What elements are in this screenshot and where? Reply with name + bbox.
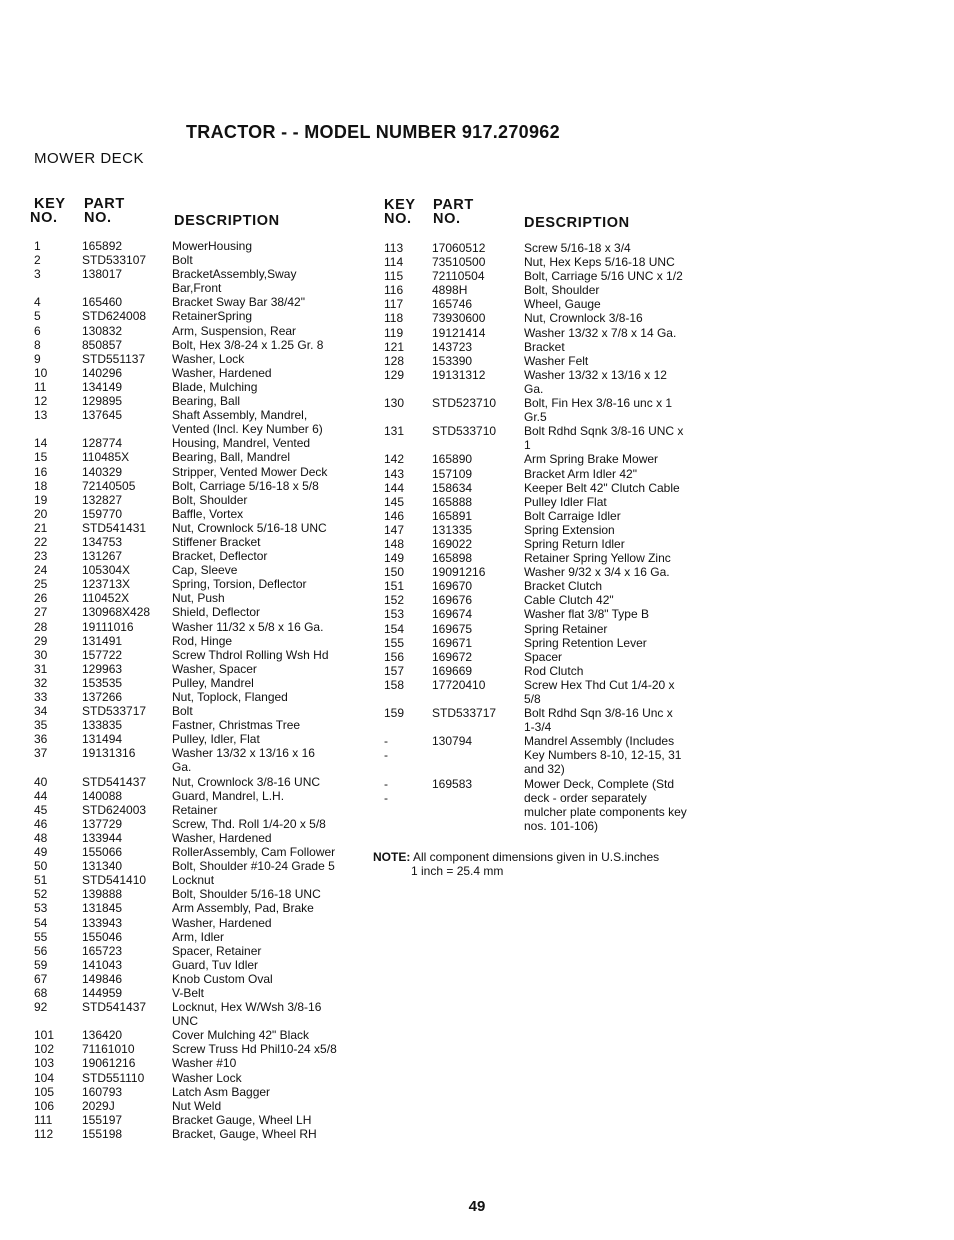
part-number: 165460 <box>82 295 123 310</box>
key-number: 55 <box>34 929 48 944</box>
key-number: 49 <box>34 845 48 860</box>
key-number: 4 <box>34 295 41 310</box>
part-description: Bolt Rdhd Sqn 3/8-16 Unc x 1-3/4 <box>524 706 673 735</box>
key-number: 9 <box>34 351 41 366</box>
key-number: 44 <box>34 788 48 803</box>
description-header: DESCRIPTION <box>174 213 280 229</box>
key-number: 102 <box>34 1042 55 1057</box>
part-number: 72140505 <box>82 478 136 493</box>
part-number: STD624003 <box>82 802 147 817</box>
key-number: 34 <box>34 704 48 719</box>
part-description: Bolt, Hex 3/8-24 x 1.25 Gr. 8 <box>172 337 324 352</box>
key-number: 142 <box>384 452 405 467</box>
part-number: 165891 <box>432 508 473 523</box>
part-number: 73510500 <box>432 255 486 270</box>
part-description: Washer 11/32 x 5/8 x 16 Ga. <box>172 619 324 634</box>
key-number: 111 <box>34 1112 53 1127</box>
part-number: 17060512 <box>432 241 486 255</box>
key-number: 54 <box>34 915 48 930</box>
key-number: 31 <box>34 661 48 676</box>
part-description: Washer 13/32 x 13/16 x 12 Ga. <box>524 367 667 396</box>
key-number: 22 <box>34 534 48 549</box>
dimension-note <box>373 850 713 878</box>
key-number: 154 <box>384 621 405 636</box>
key-number: 52 <box>34 887 48 902</box>
key-number: 50 <box>34 859 48 874</box>
key-number: 104 <box>34 1070 55 1085</box>
key-header-line2: NO. <box>30 210 58 226</box>
part-number: 165746 <box>432 297 473 312</box>
part-number: STD533710 <box>432 424 497 439</box>
key-number: 24 <box>34 563 48 578</box>
key-number: 156 <box>384 649 405 664</box>
key-number: 113 <box>384 241 404 255</box>
part-description: Spring Extension <box>524 522 615 537</box>
key-number: 67 <box>34 971 48 986</box>
part-description: Retainer Spring Yellow Zinc <box>524 551 671 566</box>
note-line <box>373 850 713 864</box>
key-number: 14 <box>34 436 48 451</box>
note-label: NOTE: <box>373 850 411 864</box>
key-number: 12 <box>34 394 48 409</box>
part-header-line2: NO. <box>84 210 112 226</box>
part-number: 169671 <box>432 635 473 650</box>
key-number: 36 <box>34 732 48 747</box>
note-conversion: 1 inch = 25.4 mm <box>411 864 504 879</box>
key-number: 3 <box>34 267 41 282</box>
part-number: 72110504 <box>432 269 485 284</box>
part-number: 129963 <box>82 661 123 676</box>
part-description: Arm, Idler <box>172 929 225 944</box>
part-number: 130832 <box>82 323 123 338</box>
key-header-line2: NO. <box>384 211 412 227</box>
key-number: 147 <box>384 522 405 537</box>
part-description: Spacer <box>524 649 563 664</box>
key-number: 16 <box>34 464 48 479</box>
key-number: 2 <box>34 253 41 268</box>
part-description: Bracket <box>524 339 565 354</box>
section-heading: MOWER DECK <box>34 150 144 167</box>
key-number: 8 <box>34 337 41 352</box>
part-description: Arm, Suspension, Rear <box>172 323 297 338</box>
part-number: 144959 <box>82 985 123 1000</box>
part-number: 155198 <box>82 1126 123 1141</box>
part-description: Bolt, Shoulder <box>524 283 600 298</box>
part-description: Mandrel Assembly (Includes Key Numbers 8-10, 12-15, 31 and 32) <box>524 734 682 777</box>
key-number: 21 <box>34 520 48 535</box>
part-description: RollerAssembly, Cam Follower <box>172 845 336 860</box>
part-number: STD624008 <box>82 309 147 324</box>
part-description: Washer Felt <box>524 353 589 368</box>
key-number: 151 <box>384 579 405 594</box>
key-number: 157 <box>384 663 405 678</box>
part-number: 131267 <box>82 549 123 564</box>
part-number: STD541437 <box>82 774 147 789</box>
part-header-line2: NO. <box>433 211 461 227</box>
part-number: 139888 <box>82 887 123 902</box>
key-number: 143 <box>384 466 405 481</box>
part-number: STD541431 <box>82 520 147 535</box>
part-number: 131491 <box>82 633 123 648</box>
key-no-header <box>30 196 66 226</box>
part-number: 2029J <box>82 1098 115 1113</box>
key-number: 121 <box>384 339 405 354</box>
part-number: 169674 <box>432 607 473 622</box>
part-description: Spring Return Idler <box>524 536 625 551</box>
key-number: 105 <box>34 1084 55 1099</box>
part-description: Fastner, Christmas Tree <box>172 718 301 733</box>
key-number: 130 <box>384 396 405 411</box>
key-number: 101 <box>34 1028 55 1043</box>
part-number: 141043 <box>82 957 123 972</box>
key-number: 155 <box>384 635 405 650</box>
key-number: 26 <box>34 591 48 606</box>
part-number: 160793 <box>82 1084 123 1099</box>
part-number: 159770 <box>82 506 123 521</box>
key-header-line1: KEY <box>384 197 416 213</box>
key-number: 18 <box>34 478 48 493</box>
part-number: STD551137 <box>82 351 146 366</box>
part-description: Cap, Sleeve <box>172 563 238 578</box>
part-description: Keeper Belt 42" Clutch Cable <box>524 480 680 495</box>
part-number: 131845 <box>82 901 123 916</box>
part-description: Wheel, Gauge <box>524 297 601 312</box>
part-number: 136420 <box>82 1028 123 1043</box>
part-description: Retainer <box>172 802 218 817</box>
part-description: Nut, Push <box>172 591 225 606</box>
description-header-right: DESCRIPTION <box>524 215 630 231</box>
part-number: 123713X <box>82 577 131 592</box>
part-description: Bracket Arm Idler 42" <box>524 466 637 481</box>
part-description: Guard, Mandrel, L.H. <box>172 788 285 803</box>
key-number: 35 <box>34 718 48 733</box>
part-description: Spacer, Retainer <box>172 943 262 958</box>
page-number: 49 <box>468 1198 486 1215</box>
key-number: 40 <box>34 774 48 789</box>
part-description: Washer, Hardened <box>172 830 272 845</box>
part-description: Bolt, Shoulder 5/16-18 UNC <box>172 887 321 902</box>
part-description: Nut, Toplock, Flanged <box>172 690 288 704</box>
part-description: Bracket Gauge, Wheel LH <box>172 1112 312 1127</box>
part-description: Arm Assembly, Pad, Brake <box>172 901 314 916</box>
part-number: 105304X <box>82 563 131 578</box>
part-number: 140296 <box>82 365 123 380</box>
part-number: 71161010 <box>82 1042 135 1057</box>
part-number: 133944 <box>82 830 123 845</box>
part-description: Pulley Idler Flat <box>524 494 607 509</box>
key-number: 6 <box>34 323 41 338</box>
key-number: 5 <box>34 309 41 324</box>
key-number: 32 <box>34 675 48 690</box>
part-description: Nut, Crownlock 5/16-18 UNC <box>172 520 327 535</box>
part-number: 165888 <box>432 494 473 509</box>
key-number: 129 <box>384 367 405 382</box>
part-description: Nut, Crownlock 3/8-16 <box>524 311 643 326</box>
part-number: 19061216 <box>82 1056 136 1071</box>
part-description: Bearing, Ball <box>172 394 241 409</box>
part-number: 169670 <box>432 579 473 594</box>
key-number: 152 <box>384 593 405 608</box>
part-description: Locknut <box>172 873 215 888</box>
key-number: 28 <box>34 619 48 634</box>
part-description: Bolt <box>172 704 193 719</box>
key-number: 20 <box>34 506 48 521</box>
part-no-header <box>84 197 125 225</box>
part-description: Rod Clutch <box>524 663 584 678</box>
part-number: STD523710 <box>432 396 497 411</box>
key-header-line1: KEY <box>34 196 66 212</box>
part-number: 165723 <box>82 943 123 958</box>
part-description: Bolt Carraige Idler <box>524 508 621 523</box>
part-header-line1: PART <box>84 196 125 212</box>
key-number: 114 <box>384 255 404 270</box>
part-number: 155046 <box>82 929 123 944</box>
part-number: 137729 <box>82 816 123 831</box>
part-description: BracketAssembly,Sway Bar,Front <box>172 267 297 296</box>
part-description: Housing, Mandrel, Vented <box>172 436 311 451</box>
part-description: Bolt, Shoulder <box>172 492 248 507</box>
part-number: 19121414 <box>432 325 486 340</box>
part-description: Bolt, Shoulder #10-24 Grade 5 <box>172 859 335 874</box>
part-number: 131340 <box>82 859 123 874</box>
part-no-header-right <box>433 198 474 226</box>
part-number: 133943 <box>82 915 123 930</box>
key-number: 150 <box>384 565 405 580</box>
part-number: 19131312 <box>432 367 486 382</box>
part-description: Washer 9/32 x 3/4 x 16 Ga. <box>524 565 670 580</box>
part-description: Rod, Hinge <box>172 633 233 648</box>
part-number: 149846 <box>82 971 123 986</box>
key-number: 19 <box>34 492 48 507</box>
part-description: Washer, Hardened <box>172 365 272 380</box>
key-number: 145 <box>384 494 405 509</box>
key-number: 56 <box>34 943 48 958</box>
key-number: 153 <box>384 607 405 622</box>
part-description: Screw, Thd. Roll 1/4-20 x 5/8 <box>172 816 326 831</box>
part-description: Pulley, Mandrel <box>172 675 254 690</box>
part-number: 131494 <box>82 732 123 747</box>
key-number: 159 <box>384 706 405 721</box>
part-description: Screw 5/16-18 x 3/4 <box>524 241 631 255</box>
part-description: Stiffener Bracket <box>172 534 261 549</box>
key-number: 13 <box>34 408 48 423</box>
part-number: 155066 <box>82 845 123 860</box>
part-description: Stripper, Vented Mower Deck <box>172 464 328 479</box>
key-number: 158 <box>384 677 405 692</box>
key-number: 103 <box>34 1056 55 1071</box>
part-description: Screw Truss Hd Phil10-24 x5/8 <box>172 1042 337 1057</box>
key-number: 146 <box>384 508 405 523</box>
part-description: Bracket, Gauge, Wheel RH <box>172 1126 317 1141</box>
part-description: Baffle, Vortex <box>172 506 244 521</box>
key-no-header-right <box>384 198 416 226</box>
part-description: Screw Hex Thd Cut 1/4-20 x 5/8 <box>524 677 675 706</box>
key-number: 117 <box>384 297 404 312</box>
part-number: 19111016 <box>82 619 134 634</box>
part-number: STD533107 <box>82 253 147 268</box>
part-description: Screw Thdrol Rolling Wsh Hd <box>172 647 329 662</box>
part-description: Bolt, Fin Hex 3/8-16 unc x 1 Gr.5 <box>524 396 673 425</box>
part-description: Arm Spring Brake Mower <box>524 452 659 467</box>
part-number: STD533717 <box>82 704 147 719</box>
part-number: 130968X428 <box>82 605 151 620</box>
key-number: 48 <box>34 830 48 845</box>
key-number: 29 <box>34 633 48 648</box>
key-number: 37 <box>34 746 48 761</box>
part-number: 4898H <box>432 283 468 298</box>
key-number: 30 <box>34 647 48 662</box>
part-header-line1: PART <box>433 197 474 213</box>
key-number: 68 <box>34 985 48 1000</box>
part-number: 138017 <box>82 267 123 282</box>
part-number: 157109 <box>432 466 473 481</box>
part-description: MowerHousing <box>172 239 253 253</box>
key-number: 25 <box>34 577 48 592</box>
part-number: 140329 <box>82 464 123 479</box>
part-description: Bracket, Deflector <box>172 549 268 564</box>
key-number: 148 <box>384 536 405 551</box>
part-description: Shield, Deflector <box>172 605 261 620</box>
part-description: Bolt, Carriage 5/16 UNC x 1/2 <box>524 269 683 284</box>
part-number: 128774 <box>82 436 123 451</box>
key-number: 10 <box>34 365 48 380</box>
part-description: Nut Weld <box>172 1098 222 1113</box>
part-number: 129895 <box>82 394 123 409</box>
part-description: Knob Custom Oval <box>172 971 273 986</box>
key-number: 119 <box>384 325 404 340</box>
key-number: 59 <box>34 957 48 972</box>
part-description: Washer, Lock <box>172 351 245 366</box>
part-number: 165890 <box>432 452 473 467</box>
part-number: 165898 <box>432 551 473 566</box>
part-number: 110452X <box>82 591 130 606</box>
part-description: Pulley, Idler, Flat <box>172 732 260 747</box>
part-number: 132827 <box>82 492 123 507</box>
key-number: 33 <box>34 690 48 704</box>
part-description: Latch Asm Bagger <box>172 1084 271 1099</box>
part-description: Bolt <box>172 253 193 268</box>
part-number: 134149 <box>82 379 123 394</box>
part-description: Washer, Spacer <box>172 661 257 676</box>
part-number: 169676 <box>432 593 473 608</box>
key-number: 144 <box>384 480 405 495</box>
part-description: RetainerSpring <box>172 309 253 324</box>
part-number: 169675 <box>432 621 473 636</box>
part-number: 130794 <box>432 734 473 749</box>
part-description: Bolt, Carriage 5/16-18 x 5/8 <box>172 478 319 493</box>
part-number: 169669 <box>432 663 473 678</box>
part-description: Cover Mulching 42" Black <box>172 1028 309 1043</box>
key-number: 92 <box>34 1000 48 1015</box>
part-number: 169022 <box>432 536 473 551</box>
part-number: 157722 <box>82 647 123 662</box>
part-number: 17720410 <box>432 677 486 692</box>
part-number: 133835 <box>82 718 123 733</box>
part-description: Spring Retainer <box>524 621 608 636</box>
part-description: Cable Clutch 42" <box>524 593 614 608</box>
key-number: 128 <box>384 353 405 368</box>
part-number: 19091216 <box>432 565 486 580</box>
part-number: 153390 <box>432 353 473 368</box>
part-description: Bracket Clutch <box>524 579 603 594</box>
part-description: Bolt Rdhd Sqnk 3/8-16 UNC x 1 <box>524 424 684 453</box>
key-number: 15 <box>34 450 48 465</box>
note-text: All component dimensions given in U.S.inches <box>410 850 660 864</box>
part-description: Locknut, Hex W/Wsh 3/8-16 UNC <box>172 1000 322 1029</box>
key-number: 27 <box>34 605 48 620</box>
part-number: 155197 <box>82 1112 123 1127</box>
part-number: STD533717 <box>432 706 497 721</box>
part-description: Washer 13/32 x 13/16 x 16 Ga. <box>172 746 315 775</box>
part-description: Washer Lock <box>172 1070 242 1085</box>
part-description: Blade, Mulching <box>172 379 258 394</box>
key-number: 11 <box>34 379 47 394</box>
key-number: 149 <box>384 551 405 566</box>
part-number: 134753 <box>82 534 123 549</box>
part-number: 165892 <box>82 239 123 253</box>
part-description: Washer flat 3/8" Type B <box>524 607 649 622</box>
part-description: Nut, Crownlock 3/8-16 UNC <box>172 774 321 789</box>
part-number: 137266 <box>82 690 123 704</box>
part-description: Guard, Tuv Idler <box>172 957 259 972</box>
part-description: Shaft Assembly, Mandrel, Vented (Incl. Key Number 6) <box>172 408 323 437</box>
key-number: 51 <box>34 873 48 888</box>
key-number: 53 <box>34 901 48 916</box>
part-description: Bracket Sway Bar 38/42" <box>172 295 305 310</box>
key-number: 116 <box>384 283 404 298</box>
part-description: Washer 13/32 x 7/8 x 14 Ga. <box>524 325 677 340</box>
key-number: 112 <box>34 1126 54 1141</box>
part-description: Washer, Hardened <box>172 915 272 930</box>
part-description: Nut, Hex Keps 5/16-18 UNC <box>524 255 675 270</box>
key-number: 23 <box>34 549 48 564</box>
part-number: 131335 <box>432 522 473 537</box>
part-number: 169672 <box>432 649 473 664</box>
part-description: V-Belt <box>172 985 205 1000</box>
part-number: 140088 <box>82 788 123 803</box>
key-number: 131 <box>384 424 405 439</box>
part-description: Mower Deck, Complete (Std deck - order separately mulcher plate components key nos. 101-106) <box>524 776 687 833</box>
part-number: 850857 <box>82 337 123 352</box>
key-number: - - <box>384 776 388 805</box>
part-number: 19131316 <box>82 746 136 761</box>
part-description: Spring, Torsion, Deflector <box>172 577 307 592</box>
part-number: 137645 <box>82 408 123 423</box>
key-number: 46 <box>34 816 48 831</box>
part-number: STD551110 <box>82 1070 145 1085</box>
part-number: 143723 <box>432 339 473 354</box>
key-number: 118 <box>384 311 404 326</box>
key-number: - - <box>384 734 388 763</box>
part-number: 110485X <box>82 450 130 465</box>
page-title: TRACTOR - - MODEL NUMBER 917.270962 <box>186 122 560 142</box>
key-number: 115 <box>384 269 404 284</box>
part-description: Washer #10 <box>172 1056 237 1071</box>
part-number: 158634 <box>432 480 473 495</box>
part-number: STD541437 <box>82 1000 147 1015</box>
key-number: 1 <box>34 239 41 253</box>
part-description: Spring Retention Lever <box>524 635 647 650</box>
key-number: 45 <box>34 802 48 817</box>
part-number: 169583 <box>432 776 473 791</box>
part-number: 73930600 <box>432 311 486 326</box>
key-number: 106 <box>34 1098 55 1113</box>
part-description: Bearing, Ball, Mandrel <box>172 450 291 465</box>
part-number: STD541410 <box>82 873 147 888</box>
part-number: 153535 <box>82 675 123 690</box>
